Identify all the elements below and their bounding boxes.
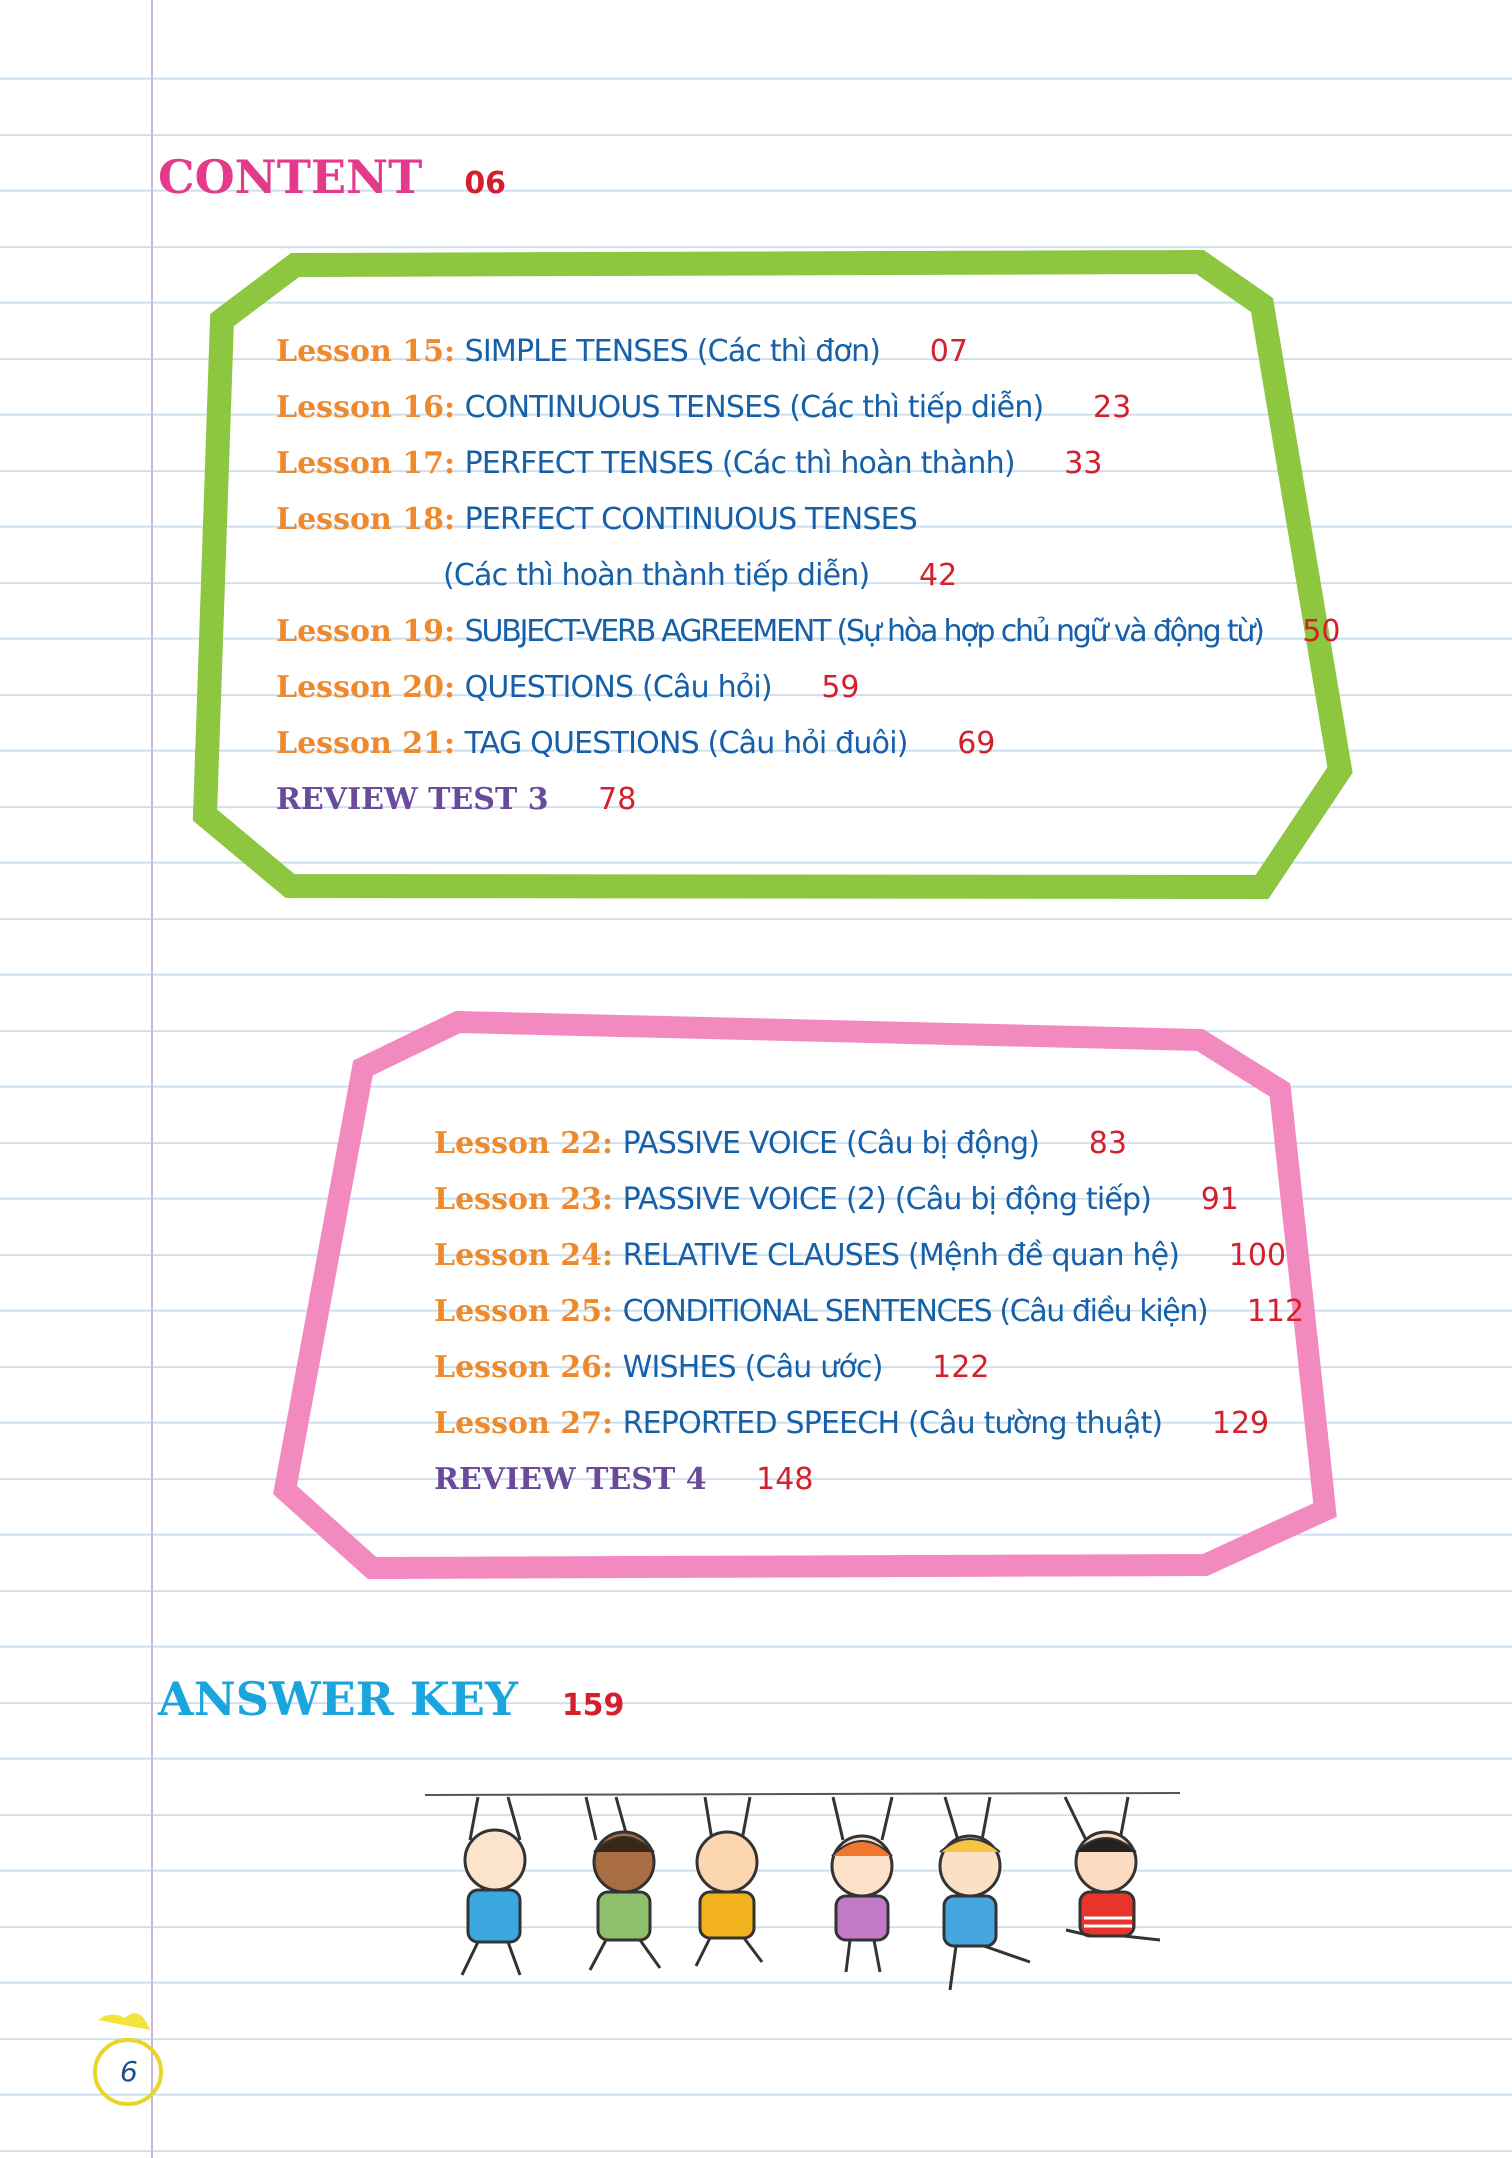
- lesson-title: SUBJECT-VERB AGREEMENT (Sự hòa hợp chủ ngữ và động từ): [464, 614, 1263, 649]
- lesson-label: Lesson 23:: [434, 1182, 614, 1217]
- lesson-title: PERFECT CONTINUOUS TENSES: [464, 502, 918, 537]
- lesson-page: 59: [821, 670, 860, 705]
- lesson-label: Lesson 17:: [276, 446, 456, 481]
- lesson-label: Lesson 20:: [276, 670, 456, 705]
- lesson-title: REPORTED SPEECH (Câu tường thuật): [622, 1406, 1163, 1441]
- lesson-label: Lesson 26:: [434, 1350, 614, 1385]
- lesson-label: Lesson 18:: [276, 502, 456, 537]
- lesson-label: Lesson 15:: [276, 334, 456, 369]
- lesson-page: 100: [1228, 1238, 1287, 1273]
- lesson-page: 129: [1211, 1406, 1270, 1441]
- lesson-title: CONTINUOUS TENSES (Các thì tiếp diễn): [464, 390, 1044, 425]
- lesson-page: 83: [1088, 1126, 1127, 1161]
- lesson-title: TAG QUESTIONS (Câu hỏi đuôi): [464, 726, 908, 761]
- lesson-page: 50: [1302, 614, 1341, 649]
- lesson-title: PERFECT TENSES (Các thì hoàn thành): [464, 446, 1015, 481]
- lesson-title: PASSIVE VOICE (2) (Câu bị động tiếp): [622, 1182, 1152, 1217]
- page-number: 6: [120, 2055, 138, 2088]
- lesson-page: 07: [929, 334, 968, 369]
- lesson-page: 69: [957, 726, 996, 761]
- lesson-page: 91: [1200, 1182, 1239, 1217]
- review-page: 78: [598, 782, 637, 817]
- lesson-label: Lesson 25:: [434, 1294, 614, 1329]
- lesson-title-line2: (Các thì hoàn thành tiếp diễn): [443, 558, 870, 593]
- lesson-title: PASSIVE VOICE (Câu bị động): [622, 1126, 1040, 1161]
- content-heading-page: 06: [464, 166, 507, 201]
- lesson-page: 33: [1064, 446, 1103, 481]
- lesson-title: WISHES (Câu ước): [622, 1350, 883, 1385]
- lesson-label: Lesson 21:: [276, 726, 456, 761]
- answer-key-label: ANSWER KEY: [158, 1672, 518, 1726]
- lesson-label: Lesson 22:: [434, 1126, 614, 1161]
- lesson-page: 112: [1246, 1294, 1305, 1329]
- review-label: REVIEW TEST 3: [276, 782, 549, 817]
- lesson-title: CONDITIONAL SENTENCES (Câu điều kiện): [622, 1294, 1208, 1329]
- lesson-title: SIMPLE TENSES (Các thì đơn): [464, 334, 881, 369]
- lesson-page: 122: [932, 1350, 990, 1385]
- lesson-label: Lesson 24:: [434, 1238, 614, 1273]
- lesson-page: 23: [1092, 390, 1132, 425]
- lesson-title: RELATIVE CLAUSES (Mệnh đề quan hệ): [622, 1238, 1180, 1273]
- lesson-page: 42: [918, 558, 958, 593]
- review-label: REVIEW TEST 4: [434, 1462, 707, 1497]
- review-page: 148: [756, 1462, 814, 1497]
- lesson-label: Lesson 19:: [276, 614, 456, 649]
- lesson-title: QUESTIONS (Câu hỏi): [464, 670, 772, 705]
- content-heading-label: CONTENT: [158, 150, 423, 204]
- answer-key-page: 159: [561, 1688, 625, 1723]
- lesson-label: Lesson 27:: [434, 1406, 614, 1441]
- lesson-label: Lesson 16:: [276, 390, 456, 425]
